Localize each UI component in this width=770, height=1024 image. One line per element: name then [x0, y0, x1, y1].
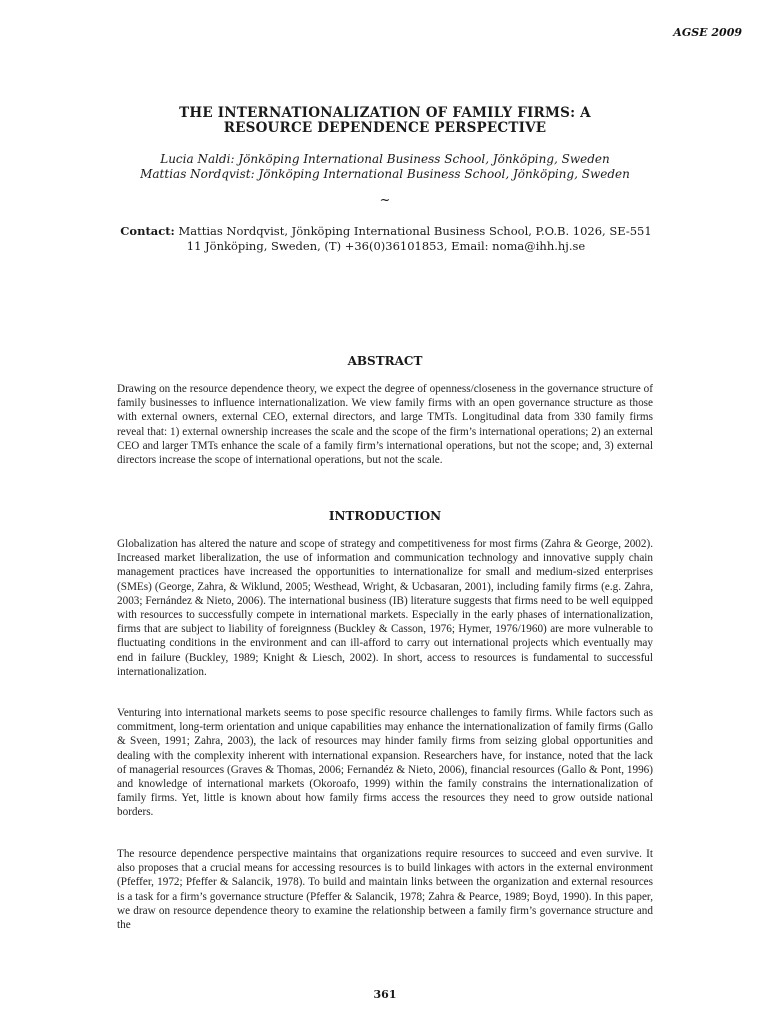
- contact-line-2: 11 Jönköping, Sweden, (T) +36(0)36101853, Email: noma@ihh.hj.se: [186, 239, 586, 253]
- introduction-paragraph-2: Venturing into international markets seems to pose specific resource challenges to family firms. While factors such as commitment, long-term orientation and unique capabilities may enhance the internationalization of family firms (Gallo & Sveen, 1991; Zahra, 2003), the lack of resources may hinder family firms from seizing global opportunities and dealing with the complexity inherent with international expansion. Researchers have, for instance, noted that the lack of managerial resources (Graves & Thomas, 2006; Fernandéz & Nieto, 2006), financial resources (Gallo & Pont, 1996) and knowledge of international markets (Okoroafo, 1999) within the family constrains the internationalization of family firms. Yet, little is known about how family firms access the resources they need to grow outside national borders.: [117, 707, 653, 819]
- page-number: 361: [373, 988, 397, 1001]
- paper-title-line-2: RESOURCE DEPENDENCE PERSPECTIVE: [223, 120, 547, 136]
- introduction-heading: INTRODUCTION: [328, 509, 442, 523]
- author-1: Lucia Naldi: Jönköping International Business School, Jönköping, Sweden: [160, 152, 610, 166]
- paper-title: [100, 106, 670, 136]
- running-header: AGSE 2009: [673, 26, 742, 39]
- author-list: [80, 152, 690, 182]
- contact-label: Contact:: [120, 224, 175, 238]
- contact-block: [116, 224, 656, 254]
- paper-title-line-1: THE INTERNATIONALIZATION OF FAMILY FIRMS: A: [179, 105, 591, 121]
- abstract-text: Drawing on the resource dependence theory, we expect the degree of openness/closeness in the governance structure of family businesses to influence internationalization. We view family firms with an open governance structure as those with external owners, external CEO, external directors, and large TMTs. Longitudinal data from 330 family firms reveal that: 1) external ownership increases the scale and the scope of the firm’s international operations; 2) an external CEO and larger TMTs enhance the scale of a family firm’s international operations, but not the scope; and, 3) external directors increase the scope of international operations, but not the scale.: [117, 383, 653, 467]
- author-2: Mattias Nordqvist: Jönköping International Business School, Jönköping, Sweden: [140, 167, 630, 181]
- introduction-paragraph-3: The resource dependence perspective maintains that organizations require resources to succeed and even survive. It also proposes that a crucial means for accessing resources is to build linkages with actors in the external environment (Pfeffer, 1972; Pfeffer & Salancik, 1978). To build and maintain links between the organization and external resources is a task for a firm’s governance structure (Pfeffer & Salancik, 1978; Zahra & Pearce, 1989; Boyd, 1990). In this paper, we draw on resource dependence theory to examine the relationship between a family firm’s governance structure and the: [117, 848, 653, 932]
- contact-line-1: Mattias Nordqvist, Jönköping International Business School, P.O.B. 1026, SE-551: [178, 224, 652, 238]
- abstract-heading: ABSTRACT: [347, 354, 423, 368]
- separator: ~: [379, 193, 391, 208]
- introduction-paragraph-1: Globalization has altered the nature and scope of strategy and competitiveness for most firms (Zahra & George, 2002). Increased market liberalization, the use of information and communication technology and innovative supply chain management practices have increased the opportunities to internationalize for small and medium-sized enterprises (SMEs) (George, Zahra, & Wiklund, 2005; Westhead, Wright, & Ucbasaran, 2001), including family firms (e.g. Zahra, 2003; Fernández & Nieto, 2006). The international business (IB) literature suggests that firms need to be well equipped with resources to successfully compete in international markets. Especially in the early phases of internationalization, firms that are subject to liability of foreignness (Buckley & Casson, 1976; Hymer, 1976/1960) are more vulnerable to fluctuating conditions in the environment and can ill-afford to carry out international projects which eventually may end in failure (Buckley, 1989; Knight & Liesch, 2002). In short, access to resources is fundamental to successful internationalization.: [117, 538, 653, 678]
